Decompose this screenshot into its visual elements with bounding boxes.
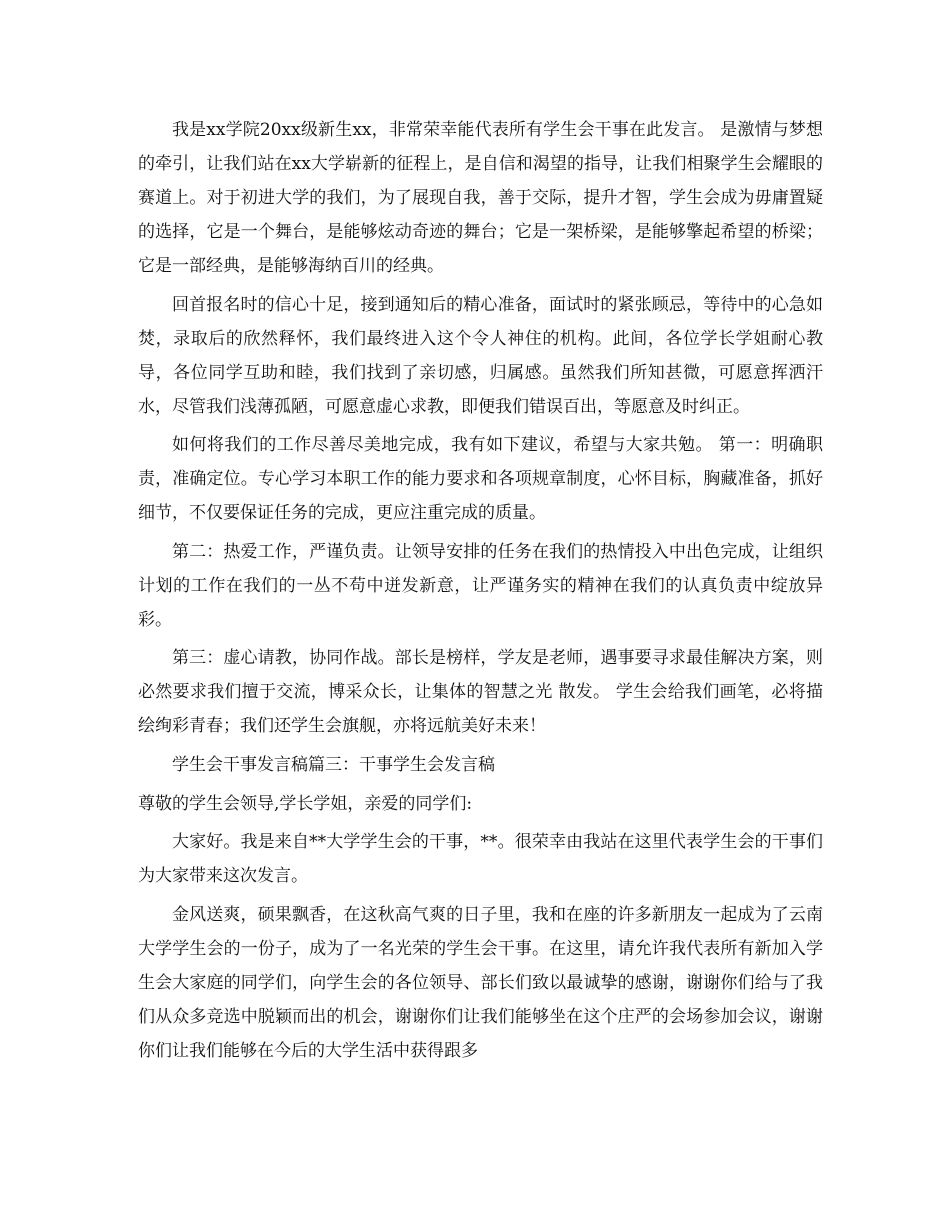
paragraph-2: 回首报名时的信心十足，接到通知后的精心准备，面试时的紧张顾忌，等待中的心急如焚，录取后的欣然释怀，我们最终进入这个令人神住的机构。此间，各位学长学姐耐心教导，各位同学互助和睦，我们找到了亲切感，归属感。虽然我们所知甚微，可愿意挥洒汗水，尽管我们浅薄孤陋，可愿意虚心求教，即便我们错误百出，等愿意及时纠正。 (138, 294, 823, 417)
salutation: 尊敬的学生会领导,学长学姐，亲爱的同学们: (138, 793, 473, 814)
paragraph-closing: 金风送爽，硕果飘香，在这秋高气爽的日子里，我和在座的许多新朋友一起成为了云南大学学生会的一份子，成为了一名光荣的学生会干事。在这里，请允许我代表所有新加入学生会大家庭的同学们，向学生会的各位领导、部长们致以最诚挚的感谢，谢谢你们给与了我们从众多竞选中脱颖而出的机会，谢谢你们让我们能够坐在这个庄严的会场参加会议，谢谢你们让我们能够在今后的大学生活中获得跟多 (138, 904, 823, 1061)
section-heading: 学生会干事发言稿篇三：干事学生会发言稿 (172, 754, 495, 775)
paragraph-5: 第三：虚心请教，协同作战。部长是榜样，学友是老师，遇事要寻求最佳解决方案，则必然要求我们擅于交流，博采众长，让集体的智慧之光 散发。 学生会给我们画笔，必将描绘绚彩青春；我们还学生会旗舰，亦将远航美好未来！ (138, 648, 823, 737)
paragraph-3: 如何将我们的工作尽善尽美地完成，我有如下建议，希望与大家共勉。 第一：明确职责，准确定位。专心学习本职工作的能力要求和各项规章制度，心怀目标，胸藏准备，抓好细节，不仅要保证任务的完成，更应注重完成的质量。 (138, 435, 823, 524)
paragraph-1: 我是xx学院20xx级新生xx，非常荣幸能代表所有学生会干事在此发言。 是激情与梦想的牵引，让我们站在xx大学崭新的征程上，是自信和渴望的指导，让我们相聚学生会耀眼的赛道上。对于初进大学的我们，为了展现自我，善于交际，提升才智，学生会成为毋庸置疑的选择，它是一个舞台，是能够炫动奇迹的舞台；它是一架桥梁，是能够擎起希望的桥梁；它是一部经典，是能够海纳百川的经典。 (138, 120, 823, 276)
document-body (138, 113, 823, 1072)
paragraph-4: 第二：热爱工作，严谨负责。让领导安排的任务在我们的热情投入中出色完成，让组织计划的工作在我们的一丛不苟中迸发新意，让严谨务实的精神在我们的认真负责中绽放异彩。 (138, 541, 823, 630)
paragraph-greeting: 大家好。我是来自**大学学生会的干事，**。很荣幸由我站在这里代表学生会的干事们为大家带来这次发言。 (138, 832, 823, 887)
